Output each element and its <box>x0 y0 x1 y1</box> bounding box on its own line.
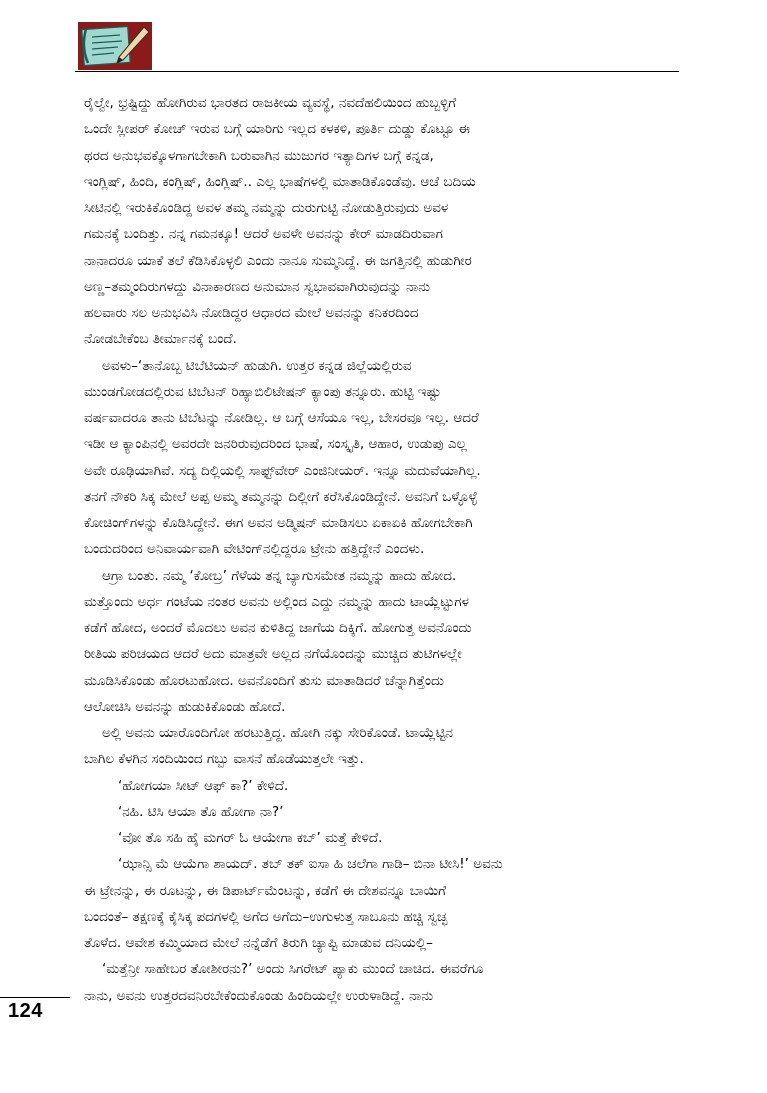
text-line: ಮೂಡಿಸಿಕೊಂಡು ಹೊರಟುಹೋದ. ಅವನೊಂದಿಗೆ ತುಸು ಮಾತಾಡಿದರೆ ಚೆನ್ನಾಗಿತ್ತೆಂದು <box>84 672 445 689</box>
text-line: ಮುಂಡಗೋಡದಲ್ಲಿರುವ ಟಿಬೆಟನ್ ರಿಹ್ಯಾಬಿಲಿಟೇಷನ್ ಕ್ಯಾಂಪು ತನ್ನೂರು. ಹುಟ್ಟಿ ಇಷ್ಟು <box>84 383 441 400</box>
text-line: ಬಂದಂತೆ– ತಕ್ಷಣಕ್ಕೆ ಕೈಸಿಕ್ಕ ಪದಗಳಲ್ಲಿ ಅಗೆದ ಅಗೆದು–ಉಗುಳುತ್ತ ಸಾಬೂನು ಹಚ್ಚಿ ಸ್ವಚ್ಛ <box>84 908 448 925</box>
text-line: ಇಡೀ ಆ ಕ್ಯಾಂಪಿನಲ್ಲಿ ಅವರದೇ ಜನರಿರುವುದರಿಂದ ಭಾಷೆ, ಸಂಸ್ಕೃತಿ, ಆಹಾರ, ಉಡುಪು ಎಲ್ಲ <box>84 436 467 453</box>
text-line: ಅಣ್ಣ–ತಮ್ಮಂದಿರುಗಳದ್ದು ವಿನಾಕಾರಣದ ಅನುಮಾನ ಸ್ವಭಾವವಾಗಿರುವುದನ್ನು ನಾನು <box>84 278 431 295</box>
text-line: ‘ಝಾನ್ಸಿ ಮೆ ಆಯೆಗಾ ಶಾಯದ್. ತಬ್ ತಕ್ ಐಸಾ ಹಿ ಚಲೆಗಾ ಗಾಡಿ– ಬಿನಾ ಟೀಸಿ!’ ಅವನು <box>118 856 503 873</box>
text-line: ಅವೇ ರೂಢಿಯಾಗಿವೆ. ಸದ್ಯ ದಿಲ್ಲಿಯಲ್ಲಿ ಸಾಫ್ಟ್‌ವೇರ್ ಎಂಜಿನೀಯರ್. ಇನ್ನೂ ಮದುವೆಯಾಗಿಲ್ಲ. <box>84 462 481 479</box>
text-line: ನಾನಾದರೂ ಯಾಕೆ ತಲೆ ಕೆಡಿಸಿಕೊಳ್ಳಲಿ ಎಂದು ನಾನೂ ಸುಮ್ಮನಿದ್ದೆ. ಈ ಜಗತ್ತಿನಲ್ಲಿ ಹುಡುಗೀರ <box>84 252 472 269</box>
text-line: ರೈಲ್ವೇ, ಭ್ರಷ್ಟಿದ್ದು ಹೋಗಿರುವ ಭಾರತದ ರಾಜಕೀಯ ವ್ಯವಸ್ಥೆ, ನವದೆಹಲಿಯಿಂದ ಹುಬ್ಬಳ್ಳಿಗೆ <box>84 95 457 111</box>
text-line: ‘ನಹಿ. ಟಿಸಿ ಆಯಾ ತೊ ಹೋಗಾ ನಾ?’ <box>118 803 284 820</box>
text-line: ತೊಳೆದ. ಆವೇಶ ಕಮ್ಮಿಯಾದ ಮೇಲೆ ನನ್ನೆಡೆಗೆ ತಿರುಗಿ ಚ್ಯಾಪ್ಟಿ ಮಾಡುವ ದನಿಯಲ್ಲಿ– <box>84 935 433 951</box>
text-line: ಆಗ್ರಾ ಬಂತು. ನಮ್ಮ ‘ಕೋಬ್ರ’ ಗೆಳೆಯ ತನ್ನ ಬ್ಯಾಗುಸಮೇತ ನಮ್ಮನ್ನು ಹಾದು ಹೋದ. <box>102 567 457 584</box>
text-line: ಮತ್ತೊಂದು ಅರ್ಧ ಗಂಟೆಯ ನಂತರ ಅವನು ಅಲ್ಲಿಂದ ಎದ್ದು ನಮ್ಮನ್ನು ಹಾದು ಟಾಯ್ಲೆಟ್ಟುಗಳ <box>84 593 469 610</box>
text-line: ಅಲ್ಲಿ ಅವನು ಯಾರೊಂದಿಗೋ ಹರಟುತ್ತಿದ್ದ. ಹೋಗಿ ನಕ್ಕು ಸೇರಿಕೊಂಡೆ. ಟಾಯ್ಲೆಟ್ಟಿನ <box>102 725 454 741</box>
page-body <box>84 90 684 1009</box>
text-line: ಹಲವಾರು ಸಲ ಅನುಭವಿಸಿ ನೋಡಿದ್ದರ ಆಧಾರದ ಮೇಲೆ ಅವನನ್ನು ಕನಿಕರದಿಂದ <box>84 305 419 321</box>
text-line: ಅವಳು–‘ತಾನೊಬ್ಬ ಟಿಬೆಟಿಯನ್ ಹುಡುಗಿ. ಉತ್ತರ ಕನ್ನಡ ಜಿಲ್ಲೆಯಲ್ಲಿರುವ <box>102 357 412 374</box>
document-with-pen-icon <box>78 22 152 70</box>
page-number: 124 <box>8 1000 43 1022</box>
text-line: ಇಂಗ್ಲಿಷ್, ಹಿಂದಿ, ಕಂಗ್ಲಿಷ್, ಹಿಂಗ್ಲಿಷ್.. ಎಲ್ಲ ಭಾಷೆಗಳಲ್ಲಿ ಮಾತಾಡಿಕೊಂಡೆವು. ಆಚೆ ಬದಿಯ <box>84 173 476 190</box>
text-line: ‘ಮತ್ತೆನ್ರೀ ಸಾಹೇಬರ ತೋಶೀರನು?’ ಅಂದು ಸಿಗರೇಟ್ ಪ್ಯಾಕು ಮುಂದೆ ಚಾಚಿದ. ಈವರೆಗೂ <box>102 961 484 978</box>
text-line: ಬಾಗಿಲ ಕೆಳಗಿನ ಸಂದಿಯಿಂದ ಗಬ್ಬು ವಾಸನೆ ಹೊಡೆಯುತ್ತಲೇ ಇತ್ತು. <box>84 751 364 768</box>
text-line: ತನಗೆ ನೌಕರಿ ಸಿಕ್ಕ ಮೇಲೆ ಅಪ್ಪ ಅಮ್ಮ ತಮ್ಮನನ್ನು ದಿಲ್ಲೀಗೆ ಕರೆಸಿಕೊಂಡಿದ್ದೇನೆ. ಅವನಿಗೆ ಒಳ್ಳೊಳ್ಳೆ <box>84 488 478 505</box>
text-line: ‘ವೋ ತೊ ಸಹಿ ಹೈ ಮಗರ್ ಓ ಆಯೇಗಾ ಕಬ್’ ಮತ್ತೆ ಕೇಳಿದೆ. <box>118 830 383 846</box>
text-line: ಸೀಟಿನಲ್ಲಿ ಇರುಕಿಕೊಂಡಿದ್ದ ಅವಳ ತಮ್ಮ ನಮ್ಮನ್ನು ದುರುಗುಟ್ಟಿ ನೋಡುತ್ತಿರುವುದು ಅವಳ <box>84 200 449 216</box>
text-line: ಆಲೋಚಿಸಿ ಅವನನ್ನು ಹುಡುಕಿಕೊಂಡು ಹೋದೆ. <box>84 698 286 715</box>
text-line: ಥರದ ಅನುಭವಕ್ಕೊಳಗಾಗಬೇಕಾಗಿ ಬರುವಾಗಿನ ಮುಜುಗರ ಇತ್ಯಾದಿಗಳ ಬಗ್ಗೆ ಕನ್ನಡ, <box>84 147 434 164</box>
text-line: ವರ್ಷವಾದರೂ ತಾನು ಟಿಬೆಟನ್ನು ನೋಡಿಲ್ಲ. ಆ ಬಗ್ಗೆ ಆಸೆಯೂ ಇಲ್ಲ, ಬೇಸರವೂ ಇಲ್ಲ. ಆದರೆ <box>84 410 479 426</box>
text-line: ಕೋಚಿಂಗ್‌ಗಳನ್ನು ಕೊಡಿಸಿದ್ದೇನೆ. ಈಗ ಅವನ ಅಡ್ಮಿಷನ್ ಮಾಡಿಸಲು ಏಕಾಏಕಿ ಹೋಗಬೇಕಾಗಿ <box>84 515 473 531</box>
text-line: ರೀತಿಯ ಪರಿಚಯದ ಆದರೆ ಅದು ಮಾತ್ರವೇ ಅಲ್ಲದ ನಗೆಯೊಂದನ್ನು ಮುಚ್ಚಿದ ತುಟಿಗಳಲ್ಲೇ <box>84 646 462 663</box>
text-line: ಗಮನಕ್ಕೆ ಬಂದಿತ್ತು. ನನ್ನ ಗಮನಕ್ಕೂ! ಆದರೆ ಅವಳೇ ಅವನನ್ನು ಕೇರ್ ಮಾಡದಿರುವಾಗ <box>84 226 443 243</box>
text-line: ನಾನು, ಅವನು ಉತ್ತರದವನಿರಬೇಕೆಂದುಕೊಂಡು ಹಿಂದಿಯಲ್ಲೇ ಉರುಳಾಡಿದ್ದೆ. ನಾನು <box>84 987 434 1004</box>
page-number-rule <box>0 997 70 998</box>
text-line: ಕಡೆಗೆ ಹೋದ, ಅಂದರೆ ಮೊದಲು ಅವನ ಕುಳಿತಿದ್ದ ಜಾಗೆಯ ದಿಕ್ಕಿಗೆ. ಹೋಗುತ್ತ ಅವನೊಂದು <box>84 620 472 636</box>
text-line: ‘ಹೋಗಯಾ ಸೀಟ್ ಆಫ್ ಕಾ?’ ಕೇಳಿದೆ. <box>118 777 289 794</box>
text-line: ಬಂದುದರಿಂದ ಅನಿವಾರ್ಯವಾಗಿ ವೇಟಿಂಗ್‌ನಲ್ಲಿದ್ದರೂ ಟ್ರೇನು ಹತ್ತಿದ್ದೇನೆ ಎಂದಳು. <box>84 541 425 558</box>
text-line: ಒಂದೇ ಸ್ಲೀಪರ್ ಕೋಚ್ ಇರುವ ಬಗ್ಗೆ ಯಾರಿಗು ಇಲ್ಲದ ಕಳಕಳಿ, ಪೂರ್ತಿ ದುಡ್ಡು ಕೊಟ್ಟೂ ಈ <box>84 121 470 138</box>
text-line: ಈ ಟ್ರೇನನ್ನು, ಈ ರೂಟನ್ನು, ಈ ಡಿಪಾರ್ಟ್‌ಮೆಂಟನ್ನು, ಕಡೆಗೆ ಈ ದೇಶವನ್ನೂ ಬಾಯಿಗೆ <box>84 882 447 899</box>
header-rule <box>75 71 679 72</box>
text-line: ನೋಡಬೇಕೆಂಬ ತೀರ್ಮಾನಕ್ಕೆ ಬಂದೆ. <box>84 331 237 348</box>
